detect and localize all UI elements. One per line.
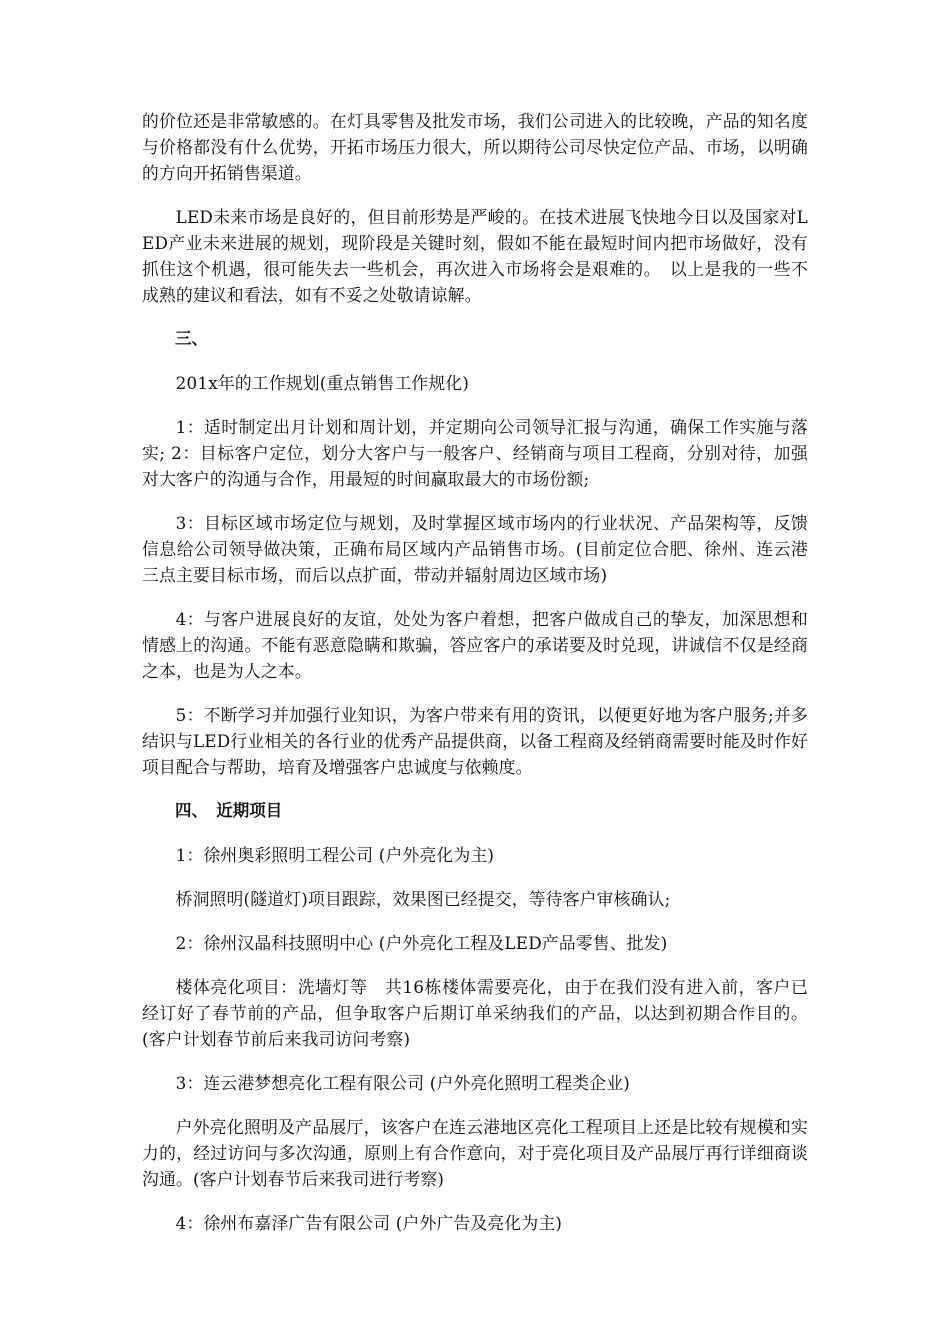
paragraph-work-plan-title: 201x年的工作规划(重点销售工作规化) <box>175 373 470 393</box>
section-heading-four: 四、 近期项目 <box>175 801 283 820</box>
paragraph-led-future: LED未来市场是良好的，但目前形势是严峻的。在技术进展飞快地今日以及国家对LED产业未来进展的规划，现阶段是关键时刻，假如不能在最短时间内把市场做好，没有抓住这个机遇，很可能失去一些机会，再次进入市场将会是艰难的。 以上是我的一些不成熟的建议和看法，如有不妥之处敬请谅解。 <box>142 207 808 305</box>
paragraph-project-2-title: 2：徐州汉晶科技照明中心 (户外亮化工程及LED产品零售、批发) <box>175 933 668 953</box>
paragraph-project-1-detail: 桥洞照明(隧道灯)项目跟踪，效果图已经提交，等待客户审核确认; <box>175 889 671 909</box>
paragraph-project-4-title: 4：徐州布嘉泽广告有限公司 (户外广告及亮化为主) <box>175 1213 563 1233</box>
paragraph-project-3-title: 3：连云港梦想亮化工程有限公司 (户外亮化照明工程类企业) <box>175 1073 631 1093</box>
paragraph-project-2-detail: 楼体亮化项目：洗墙灯等 共16栋楼体需要亮化，由于在我们没有进入前，客户已经订好了春节前的产品，但争取客户后期订单采纳我们的产品，以达到初期合作目的。(客户计划春节前后来我司访问考察) <box>142 977 808 1049</box>
paragraph-plan-item-3: 3：目标区域市场定位与规划，及时掌握区域市场内的行业状况、产品架构等，反馈信息给公司领导做决策，正确布局区域内产品销售市场。(目前定位合肥、徐州、连云港三点主要目标市场，而后以点扩面，带动并辐射周边区域市场) <box>142 513 808 585</box>
paragraph-plan-item-4: 4：与客户进展良好的友谊，处处为客户着想，把客户做成自己的挚友，加深思想和情感上的沟通。不能有恶意隐瞒和欺骗，答应客户的承诺要及时兑现，讲诚信不仅是经商之本，也是为人之本。 <box>142 609 808 681</box>
paragraph-plan-item-5: 5：不断学习并加强行业知识，为客户带来有用的资讯，以便更好地为客户服务;并多结识与LED行业相关的各行业的优秀产品提供商，以备工程商及经销商需要时能及时作好项目配合与帮助，培育及增强客户忠诚度与依赖度。 <box>142 705 808 777</box>
section-heading-three: 三、 <box>175 329 208 348</box>
paragraph-project-3-detail: 户外亮化照明及产品展厅，该客户在连云港地区亮化工程项目上还是比较有规模和实力的，经过访问与多次沟通，原则上有合作意向，对于亮化项目及产品展厅再行详细商谈沟通。(客户计划春节后来我司进行考察) <box>142 1117 808 1189</box>
paragraph-market-price: 的价位还是非常敏感的。在灯具零售及批发市场，我们公司进入的比较晚，产品的知名度与价格都没有什么优势，开拓市场压力很大，所以期待公司尽快定位产品、市场，以明确的方向开拓销售渠道。 <box>142 111 808 183</box>
paragraph-project-1-title: 1：徐州奥彩照明工程公司 (户外亮化为主) <box>175 845 495 865</box>
paragraph-plan-item-1-2: 1：适时制定出月计划和周计划，并定期向公司领导汇报与沟通，确保工作实施与落实; 2：目标客户定位，划分大客户与一般客户、经销商与项目工程商，分别对待，加强对大客户的沟通与合作，用最短的时间赢取最大的市场份额; <box>142 417 808 489</box>
